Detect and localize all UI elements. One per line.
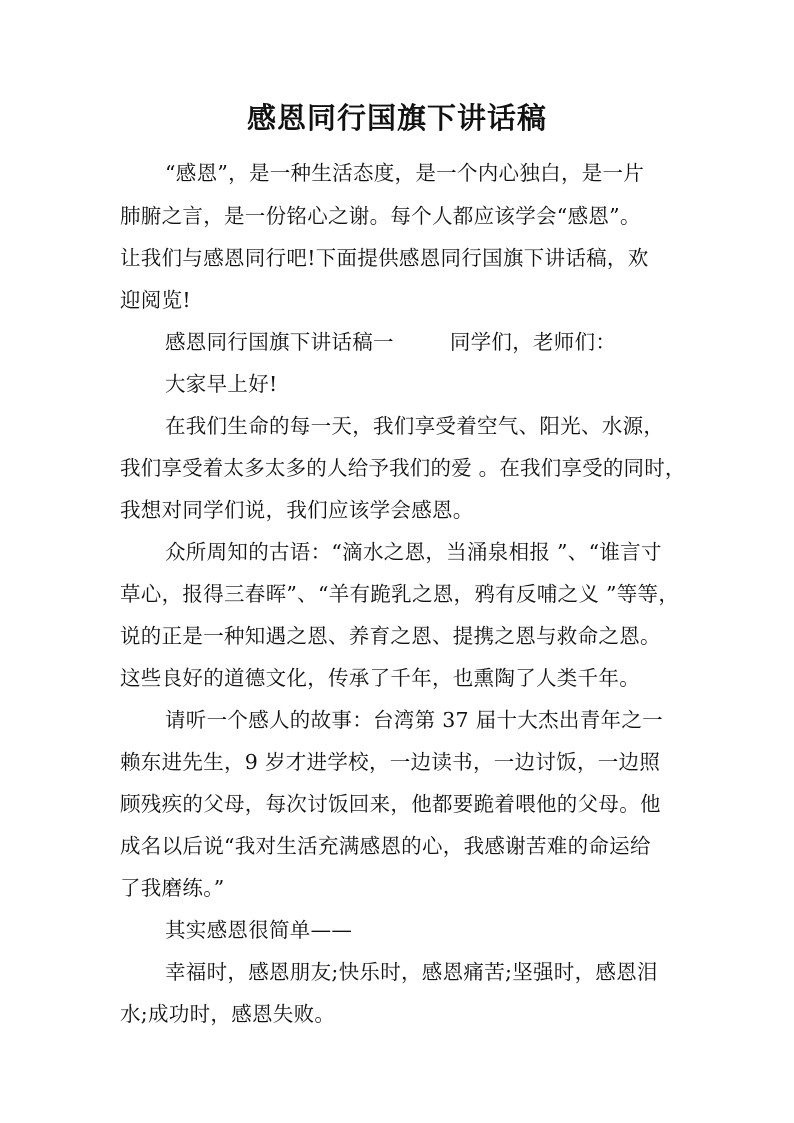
paragraph-line: 了我磨练。” bbox=[120, 876, 225, 900]
paragraph-line: 在我们生命的每一天，我们享受着空气、阳光、水源， bbox=[165, 414, 665, 438]
paragraph-line: 其实感恩很简单—— bbox=[165, 918, 353, 942]
paragraph-line: 水;成功时，感恩失败。 bbox=[120, 1002, 336, 1026]
document-title: 感恩同行国旗下讲话稿 bbox=[246, 101, 547, 135]
paragraph-line: 请听一个感人的故事：台湾第 37 届十大杰出青年之一 bbox=[165, 708, 663, 732]
salutation: 同学们，老师们： bbox=[449, 330, 617, 354]
paragraph-line: “感恩”，是一种生活态度，是一个内心独白，是一片 bbox=[165, 161, 645, 185]
paragraph-line: 这些良好的道德文化，传承了千年，也熏陶了人类千年。 bbox=[120, 666, 640, 690]
paragraph-line: 众所周知的古语：“滴水之恩，当涌泉相报 ”、“谁言寸 bbox=[165, 540, 662, 564]
paragraph-line: 肺腑之言，是一份铭心之谢。每个人都应该学会“感恩”。 bbox=[120, 204, 641, 228]
heading-line bbox=[165, 327, 616, 357]
paragraph-line: 赖东进先生，9 岁才进学校，一边读书，一边讨饭，一边照 bbox=[120, 750, 661, 774]
paragraph-line: 成名以后说“我对生活充满感恩的心，我感谢苦难的命运给 bbox=[120, 834, 651, 858]
paragraph-line: 我们享受着太多太多的人给予我们的爱 。在我们享受的同时， bbox=[120, 456, 686, 480]
paragraph-line: 顾残疾的父母，每次讨饭回来，他都要跪着喂他的父母。他 bbox=[120, 792, 661, 816]
paragraph-line: 让我们与感恩同行吧!下面提供感恩同行国旗下讲话稿，欢 bbox=[120, 246, 649, 270]
paragraph-line: 说的正是一种知遇之恩、养育之恩、提携之恩与救命之恩。 bbox=[120, 624, 661, 648]
paragraph-line: 迎阅览! bbox=[120, 288, 191, 312]
paragraph-line: 我想对同学们说，我们应该学会感恩。 bbox=[120, 498, 474, 522]
greeting-line: 大家早上好! bbox=[165, 372, 278, 396]
paragraph-line: 草心，报得三春晖”、“羊有跪乳之恩，鸦有反哺之义 ”等等， bbox=[120, 582, 680, 606]
section-heading: 感恩同行国旗下讲话稿一 bbox=[165, 330, 394, 354]
paragraph-line: 幸福时，感恩朋友;快乐时，感恩痛苦;坚强时，感恩泪 bbox=[165, 960, 658, 984]
